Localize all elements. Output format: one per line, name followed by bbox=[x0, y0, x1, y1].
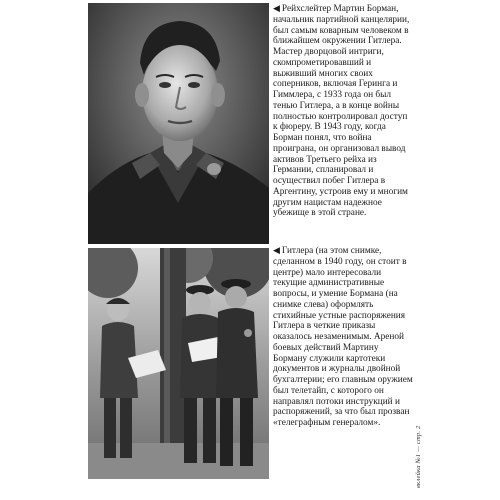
portrait-photo-drawing bbox=[88, 3, 269, 244]
group-photo-drawing bbox=[88, 248, 269, 479]
caption-top-text: Рейхслейтер Мартин Борман, начальник партийной канцелярии, был самым коварным человеком в ближайшем окружении Гитлера. Мастер дворцовой интриги, скомпрометировавший и выживший многих своих соперников, включая Геринга и Гиммлера, с 1933 года он был тенью Гитлера, а в конце войны полностью контролировал доступ к фюреру. В 1943 году, когда Борман понял, что война проиграна, он организовал вывод активов Третьего рейха из Германии, спланировал и осуществил побег Гитлера в Аргентину, устроив ему и многим другим нацистам надежное убежище в этой стране. bbox=[273, 4, 410, 219]
caption-top bbox=[273, 4, 413, 219]
caption-bottom-text: Гитлера (на этом снимке, сделанном в 1940 году, он стоит в центре) мало интересовали текущие административные вопросы, и умение Бормана (на снимке слева) оформлять стихийные устные распоряжения Гитлера в четкие приказы оказалось незаменимым. Ареной боевых действий Мартину Борману служили картотеки документов и журналы двойной бухгалтерии; его главным оружием был телетайп, с которого он направлял потоки инструкций и распоряжений, за что был прозван «телеграфным генералом». bbox=[273, 246, 413, 428]
arrow-left-icon: ◀ bbox=[273, 4, 280, 14]
running-footer: вклейка №1 — стр. 2 bbox=[415, 425, 422, 488]
caption-bottom bbox=[273, 246, 413, 429]
group-photo bbox=[88, 248, 269, 479]
portrait-photo bbox=[88, 3, 269, 244]
arrow-left-icon: ◀ bbox=[273, 246, 280, 256]
